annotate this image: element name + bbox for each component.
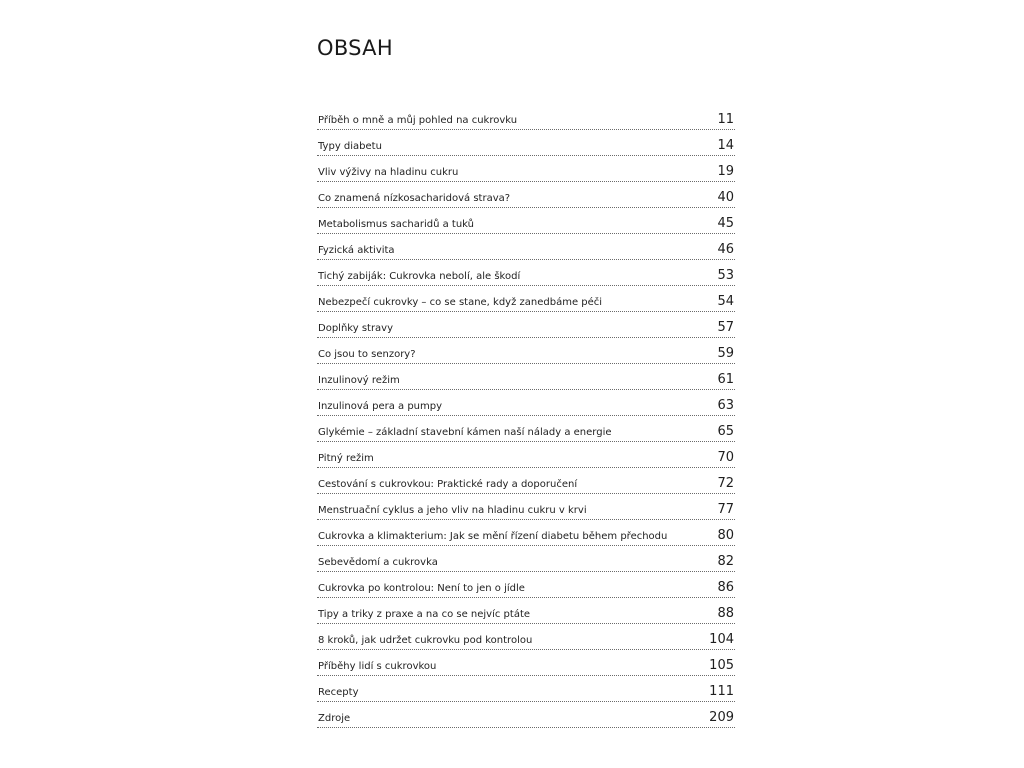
toc-entry (317, 286, 735, 312)
toc-entry (317, 234, 735, 260)
toc-entry (317, 520, 735, 546)
toc-page-number: 104 (709, 632, 734, 647)
toc-page-number: 82 (717, 554, 734, 569)
toc-entry-title: Cukrovka po kontrolou: Není to jen o jídle (318, 583, 525, 594)
toc-entry (317, 572, 735, 598)
toc-entry-title: Recepty (318, 687, 359, 698)
page-title: OBSAH (317, 36, 393, 60)
toc-entry (317, 156, 735, 182)
toc-page-number: 65 (717, 424, 734, 439)
toc-entry-title: Inzulinový režim (318, 375, 400, 386)
toc-entry (317, 702, 735, 728)
toc-page-number: 61 (717, 372, 734, 387)
toc-entry-title: Cestování s cukrovkou: Praktické rady a doporučení (318, 479, 578, 490)
toc-entry-title: 8 kroků, jak udržet cukrovku pod kontrolou (318, 635, 533, 646)
toc-entry (317, 338, 735, 364)
toc-entry-title: Sebevědomí a cukrovka (318, 557, 438, 568)
toc-page-number: 88 (717, 606, 734, 621)
toc-entry-title: Příběhy lidí s cukrovkou (318, 661, 437, 672)
table-of-contents (317, 104, 735, 728)
toc-entry (317, 390, 735, 416)
toc-page-number: 57 (717, 320, 734, 335)
toc-entry (317, 130, 735, 156)
toc-entry (317, 650, 735, 676)
toc-entry-title: Cukrovka a klimakterium: Jak se mění řízení diabetu během přechodu (318, 531, 668, 542)
toc-entry (317, 312, 735, 338)
toc-entry (317, 364, 735, 390)
toc-entry-title: Typy diabetu (318, 141, 382, 152)
toc-page-number: 86 (717, 580, 734, 595)
toc-entry (317, 442, 735, 468)
toc-entry-title: Menstruační cyklus a jeho vliv na hladinu cukru v krvi (318, 505, 587, 516)
toc-entry-title: Co znamená nízkosacharidová strava? (318, 193, 511, 204)
document-page (317, 0, 735, 768)
toc-entry-title: Inzulinová pera a pumpy (318, 401, 443, 412)
toc-entry-title: Metabolismus sacharidů a tuků (318, 219, 474, 230)
toc-entry-title: Tipy a triky z praxe a na co se nejvíc ptáte (318, 609, 531, 620)
toc-page-number: 59 (717, 346, 734, 361)
toc-page-number: 40 (717, 190, 734, 205)
toc-page-number: 209 (709, 710, 734, 725)
toc-page-number: 70 (717, 450, 734, 465)
toc-entry (317, 416, 735, 442)
toc-entry (317, 546, 735, 572)
toc-entry-title: Fyzická aktivita (318, 245, 395, 256)
toc-page-number: 80 (717, 528, 734, 543)
toc-entry-title: Pitný režim (318, 453, 374, 464)
toc-page-number: 111 (709, 684, 734, 699)
toc-entry-title: Příběh o mně a můj pohled na cukrovku (318, 115, 518, 126)
toc-entry (317, 468, 735, 494)
toc-entry (317, 676, 735, 702)
toc-entry-title: Doplňky stravy (318, 323, 394, 334)
toc-page-number: 46 (717, 242, 734, 257)
toc-page-number: 63 (717, 398, 734, 413)
toc-entry-title: Vliv výživy na hladinu cukru (318, 167, 459, 178)
toc-page-number: 72 (717, 476, 734, 491)
toc-page-number: 105 (709, 658, 734, 673)
toc-entry-title: Nebezpečí cukrovky – co se stane, když zanedbáme péči (318, 297, 603, 308)
toc-page-number: 19 (717, 164, 734, 179)
toc-entry (317, 260, 735, 286)
toc-entry (317, 494, 735, 520)
toc-entry-title: Co jsou to senzory? (318, 349, 416, 360)
toc-entry (317, 208, 735, 234)
toc-page-number: 11 (717, 112, 734, 127)
toc-page-number: 77 (717, 502, 734, 517)
toc-entry (317, 598, 735, 624)
toc-entry (317, 104, 735, 130)
toc-page-number: 53 (717, 268, 734, 283)
toc-entry (317, 624, 735, 650)
toc-page-number: 14 (717, 138, 734, 153)
toc-entry-title: Tichý zabiják: Cukrovka nebolí, ale škodí (318, 271, 521, 282)
toc-page-number: 45 (717, 216, 734, 231)
toc-entry-title: Glykémie – základní stavební kámen naší nálady a energie (318, 427, 612, 438)
toc-page-number: 54 (717, 294, 734, 309)
toc-entry (317, 182, 735, 208)
toc-entry-title: Zdroje (318, 713, 351, 724)
